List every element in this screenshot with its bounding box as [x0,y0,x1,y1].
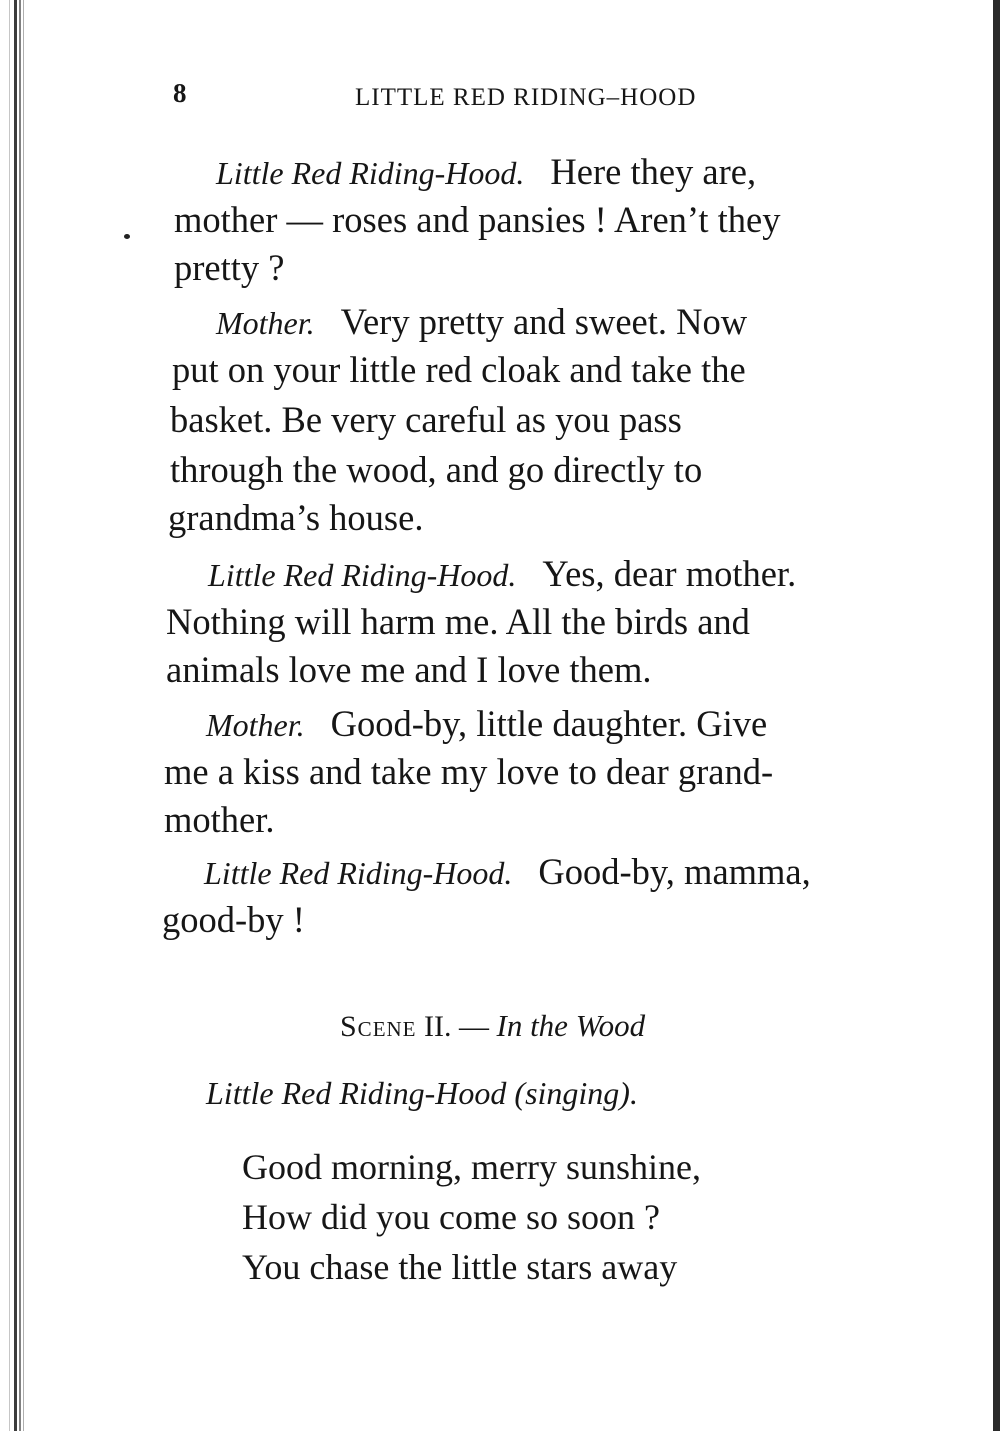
dialogue-line: mother — roses and pansies ! Aren’t they [174,199,781,240]
scene-label: Scene [340,1010,417,1043]
dialogue-line: mother. [164,799,275,840]
running-title: LITTLE RED RIDING–HOOD [355,84,697,111]
song-speaker: Little Red Riding-Hood (singing). [206,1075,638,1111]
page-number: 8 [173,78,187,108]
speaker-name: Mother. [216,305,315,341]
speaker-name: Little Red Riding-Hood. [208,557,517,593]
dialogue-line: grandma’s house. [168,497,424,538]
dialogue-line: me a kiss and take my love to dear grand- [164,751,774,792]
dialogue-line [216,148,932,197]
page-edge [993,0,1000,1431]
dialogue-line: good-by ! [162,899,305,940]
verse-line: Good morning, merry sunshine, [242,1147,701,1187]
dialogue-line [204,848,811,897]
dialogue-text: Very pretty and sweet. Now [340,301,748,342]
speaker-name: Little Red Riding-Hood. [216,155,525,191]
verse-line: You chase the little stars away [242,1247,678,1287]
dialogue-text: Yes, dear mother. [542,553,797,594]
speaker-name: Mother. [206,707,305,743]
running-header [173,78,763,118]
dialogue-line [208,550,796,599]
scene-heading [340,1008,645,1044]
dialogue-line: Nothing will harm me. All the birds and [166,601,750,642]
scene-number: II. — [424,1010,489,1043]
dialogue-line [216,298,747,347]
dialogue-text: Good-by, mamma, [538,851,811,892]
scene-title: In the Wood [496,1008,646,1043]
ink-speck [124,234,130,239]
dialogue-line: pretty ? [174,247,285,288]
dialogue-line: basket. Be very careful as you pass [170,399,682,440]
dialogue-line: animals love me and I love them. [166,649,652,690]
verse-line: How did you come so soon ? [242,1197,660,1237]
page-gutter [0,0,40,1431]
dialogue-line [206,700,767,749]
dialogue-line: put on your little red cloak and take the [172,349,746,390]
dialogue-text: Here they are, [550,151,757,192]
speaker-name: Little Red Riding-Hood. [204,855,513,891]
dialogue-text: Good-by, little daughter. Give [330,703,768,744]
dialogue-line: through the wood, and go directly to [170,449,703,490]
